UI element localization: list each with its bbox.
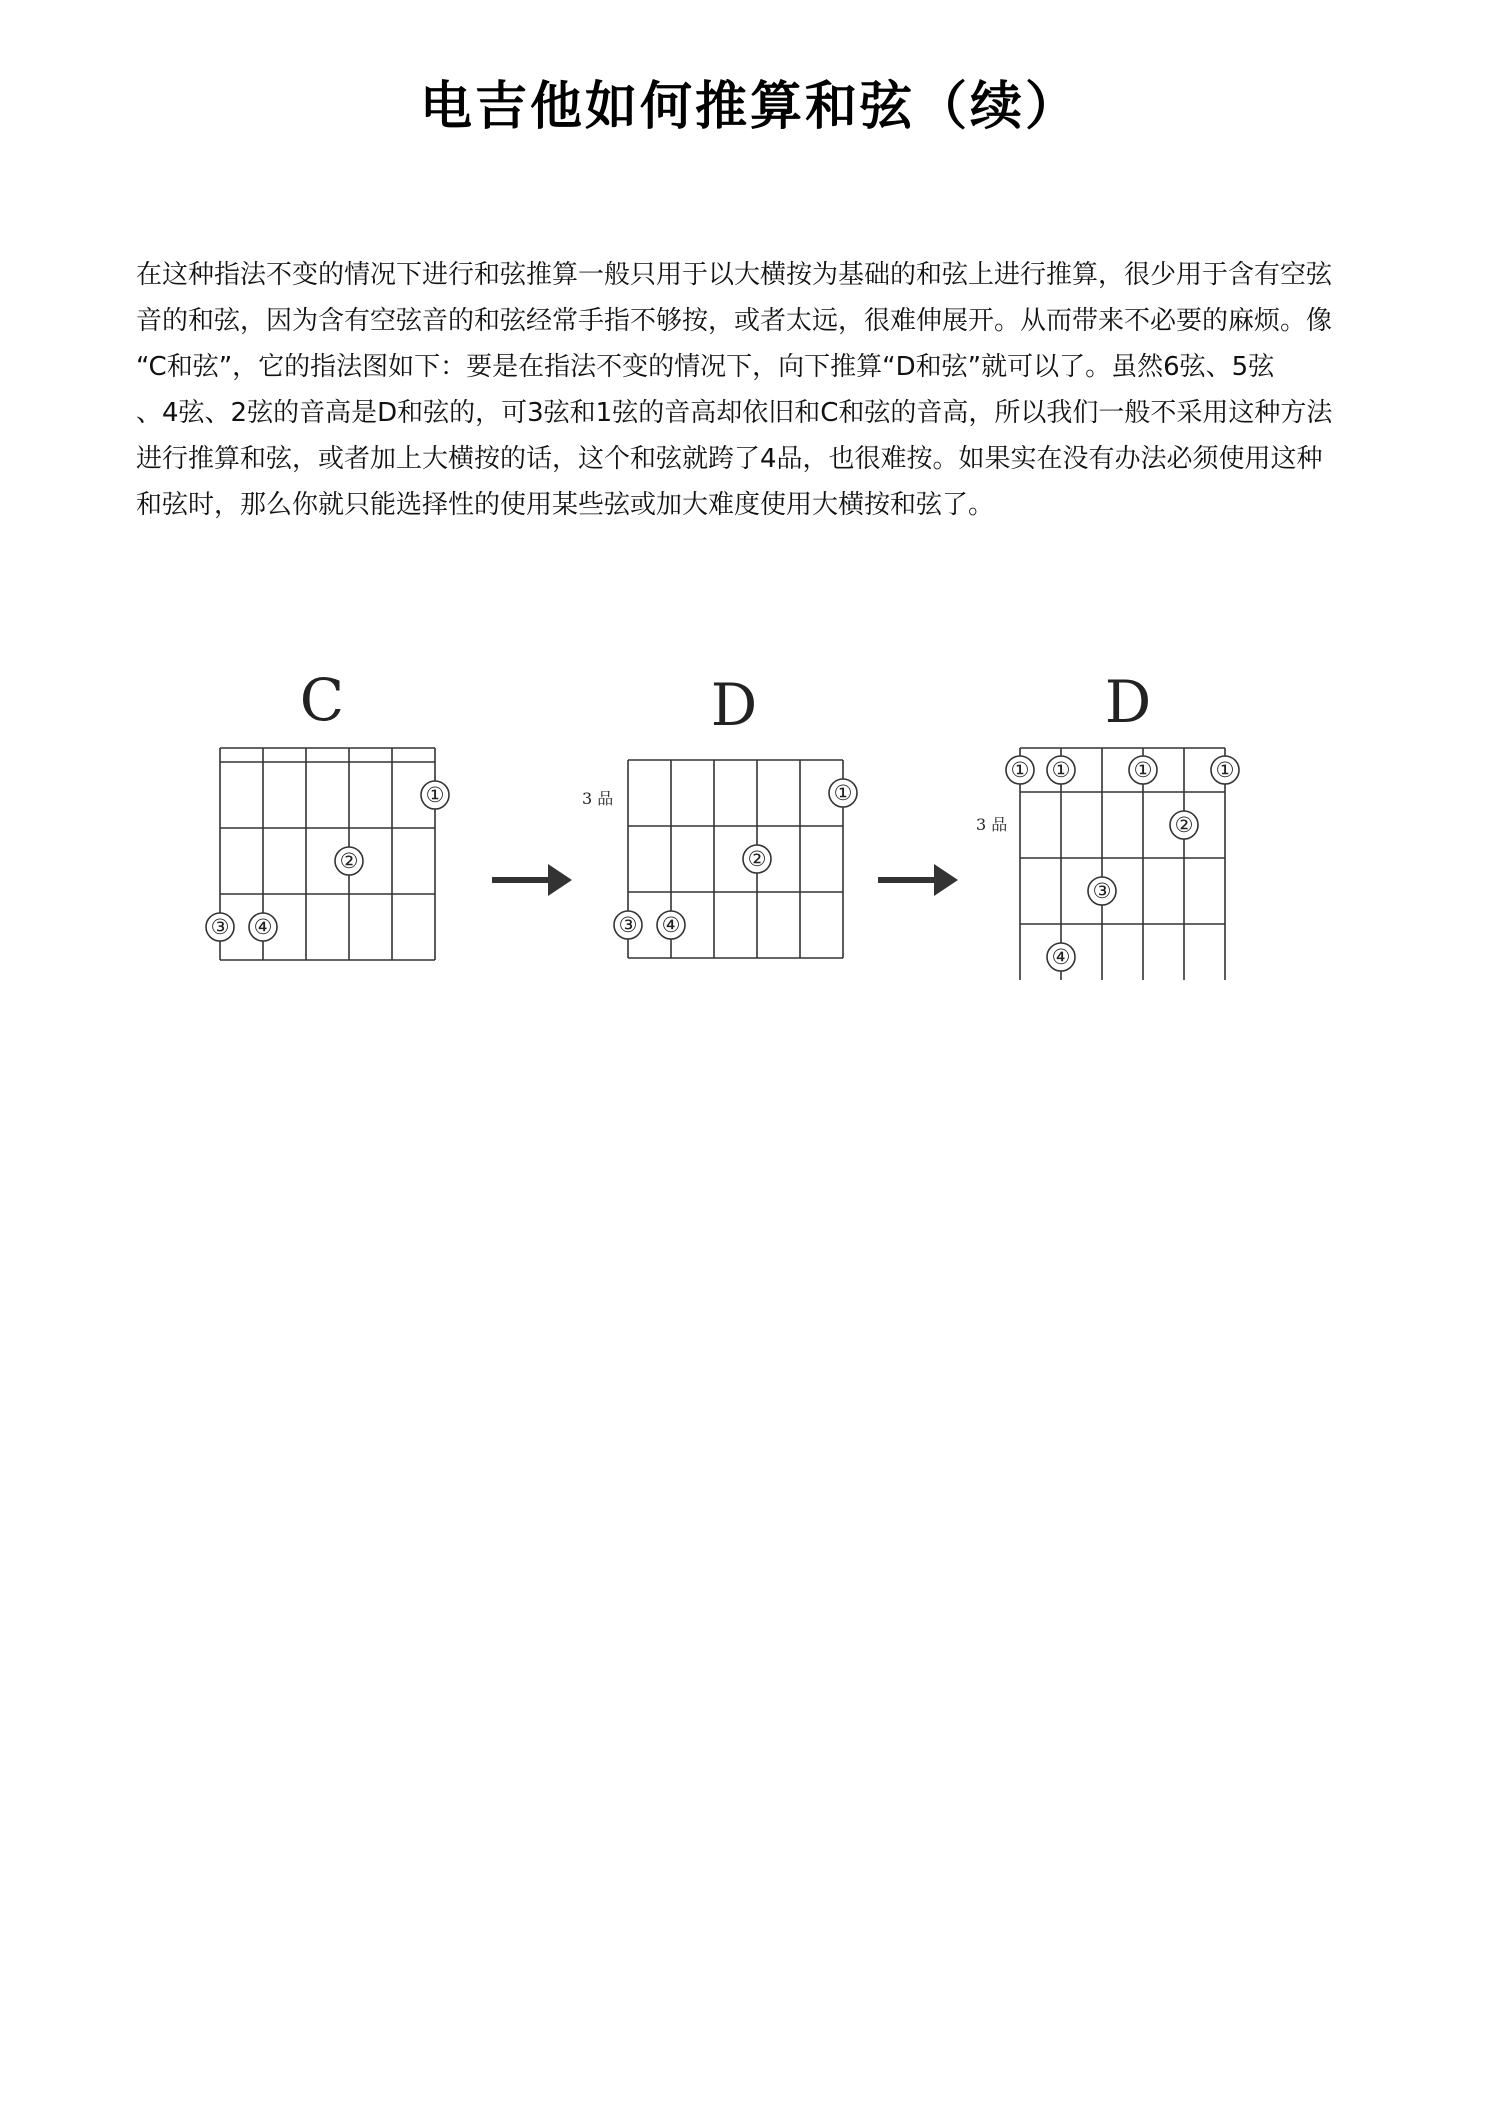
chord-diagram-d-shifted [582,671,857,958]
finger-number: ② [747,847,767,871]
finger-dot [1129,756,1157,784]
chord-name: C [299,666,345,734]
finger-dot [657,911,685,939]
finger-dot [743,845,771,873]
finger-dot [335,847,363,875]
right-arrow-icon [492,864,572,896]
finger-number: ① [1215,758,1235,782]
body-line: 在这种指法不变的情况下进行和弦推算一般只用于以大横按为基础的和弦上进行推算，很少用于含有空弦 [136,260,1333,290]
right-arrow-icon [878,864,958,896]
body-line: 、4弦、2弦的音高是D和弦的，可3弦和1弦的音高却依旧和C和弦的音高，所以我们一般不采用这种方法 [136,398,1333,428]
body-paragraph [136,252,1388,528]
fret-label: 3 品 [582,789,614,808]
chord-diagrams-svg [0,660,1500,980]
chord-name: D [1104,668,1152,736]
chord-diagrams-figure [0,660,1500,980]
finger-dot [1047,943,1075,971]
finger-number: ④ [661,913,681,937]
finger-dot [1170,811,1198,839]
finger-dot [249,913,277,941]
finger-dot [206,913,234,941]
finger-positions [614,779,857,939]
finger-dot [829,779,857,807]
finger-dot [1088,877,1116,905]
finger-number: ④ [253,915,273,939]
finger-dot [614,911,642,939]
finger-positions [1006,756,1239,971]
page-title: 电吉他如何推算和弦（续） [419,77,1080,137]
finger-dot [1047,756,1075,784]
body-line: 和弦时，那么你就只能选择性的使用某些弦或加大难度使用大横按和弦了。 [136,490,995,520]
body-line: “C和弦”，它的指法图如下：要是在指法不变的情况下，向下推算“D和弦”就可以了。虽然6弦、5弦 [136,352,1275,382]
chord-diagram-d-barre [976,668,1239,980]
finger-dot [1006,756,1034,784]
finger-number: ③ [210,915,230,939]
body-line: 音的和弦，因为含有空弦音的和弦经常手指不够按，或者太远，很难伸展开。从而带来不必要的麻烦。像 [136,306,1333,336]
body-line: 进行推算和弦，或者加上大横按的话，这个和弦就跨了4品，也很难按。如果实在没有办法必须使用这种 [136,444,1323,474]
finger-number: ① [833,781,853,805]
fret-label: 3 品 [976,815,1008,834]
finger-dot [421,781,449,809]
finger-number: ③ [618,913,638,937]
chord-diagram-c [206,666,449,960]
finger-number: ④ [1051,945,1071,969]
chord-name: D [710,671,758,739]
finger-number: ① [1051,758,1071,782]
finger-number: ② [339,849,359,873]
finger-number: ③ [1092,879,1112,903]
finger-number: ① [1133,758,1153,782]
finger-positions [206,781,449,941]
finger-number: ① [425,783,445,807]
finger-number: ① [1010,758,1030,782]
finger-dot [1211,756,1239,784]
finger-number: ② [1174,813,1194,837]
